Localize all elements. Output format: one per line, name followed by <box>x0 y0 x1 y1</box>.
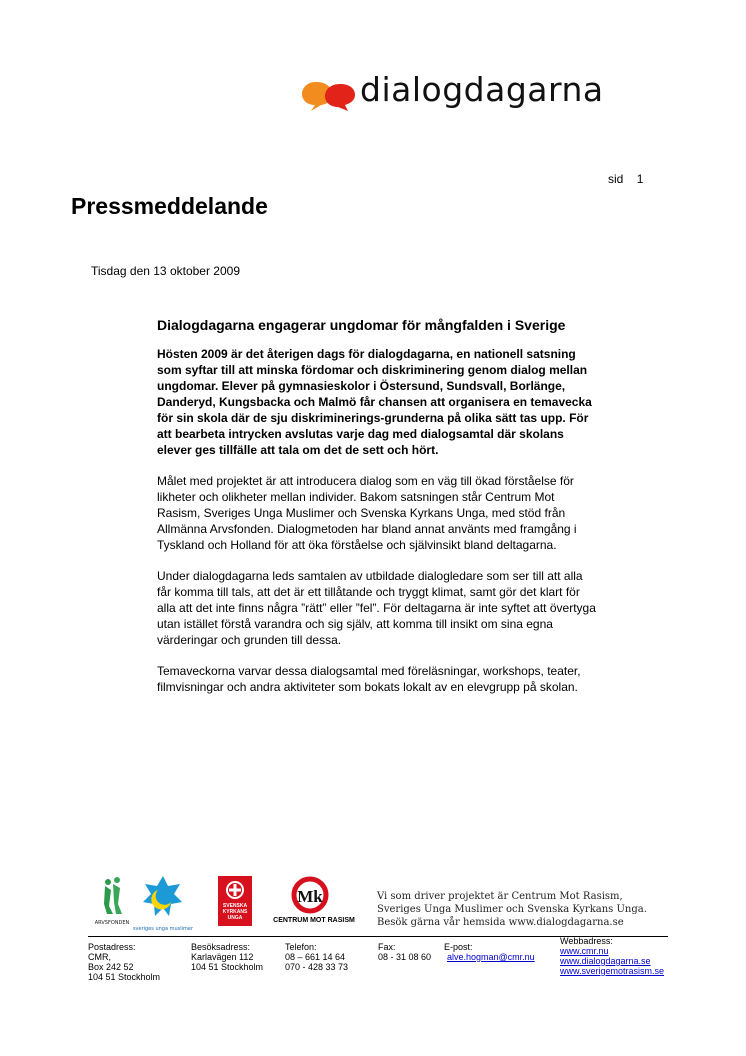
web-link[interactable]: www.dialogdagarna.se <box>560 956 651 966</box>
arvsfonden-logo <box>80 866 144 930</box>
footer-note: Vi som driver projektet är Centrum Mot Rasism, Sveriges Unga Muslimer och Svenska Kyrkans Unga. Besök gärna vår hemsida www.dialogdagarna.se <box>377 891 647 928</box>
email-link[interactable]: alve.hogman@cmr.nu <box>447 952 535 962</box>
article-paragraph: Under dialogdagarna leds samtalen av utbildade dialogledare som ser till att alla får komma till tals, att det är ett tillåtande och tryggt klimat, samt gör det klart för alla att det inte finns några ”rätt” eller ”fel”. För deltagarna är inte syftet att övertyga utan istället förstå varandra och sig själv, att komma till insikt om sina egna värderingar och grunden till dessa. <box>157 569 596 647</box>
web-addresses <box>560 936 664 976</box>
visit-address <box>191 942 263 972</box>
cross-icon <box>218 878 252 902</box>
cmr-text: CENTRUM MOT RASISM <box>273 917 355 924</box>
cmr-emblem-icon <box>290 876 330 914</box>
partner-logos <box>80 872 370 934</box>
article-paragraph: Temaveckorna varvar dessa dialogsamtal med föreläsningar, workshops, teater, filmvisningar och andra aktiviteter som bokats lokalt av en elevgrupp på skolan. <box>157 664 581 694</box>
web-label: Webbadress: <box>560 936 613 946</box>
phone <box>285 942 348 972</box>
article-paragraph: Målet med projektet är att introducera dialog som en väg till ökad förståelse för likheter och olikheter mellan individer. Bakom satsningen står Centrum Mot Rasism, Sveriges Unga Muslimer och Svenska Kyrkans Unga, med stöd från Allmänna Arvsfonden. Dialogmetoden har bland annat använts med framgång i Tyskland och Holland för att öka förståelse och självinsikt bland deltagarna. <box>157 474 577 552</box>
visit-line: Karlavägen 112 <box>191 952 254 962</box>
unga-muslimer-logo <box>132 872 194 934</box>
press-date: Tisdag den 13 oktober 2009 <box>91 264 240 278</box>
email-label: E-post: <box>444 942 473 952</box>
cmr-logo <box>264 876 364 930</box>
article-body <box>157 317 597 710</box>
postal-label: Postadress: <box>88 942 136 952</box>
phone-label: Telefon: <box>285 942 317 952</box>
arvsfonden-text: ARVSFONDEN <box>94 920 130 926</box>
kyrkans-unga-line: SVENSKA <box>222 903 248 909</box>
page-value: 1 <box>636 172 644 186</box>
article-lead: Hösten 2009 är det återigen dags för dialogdagarna, en nationell satsning som syftar till att minska fördomar och diskriminering genom dialog mellan ungdomar. Elever på gymnasieskolor i Östersund, Sundsvall, Borlänge, Danderyd, Kungsbacka och Malmö får chansen att organisera en temavecka för sin skola där de sju diskriminerings-grunderna på olika sätt tas upp. För att bearbeta intrycken avslutas varje dag med dialogsamtal där skolans elever ges tillfälle att tala om det de sett och hört. <box>157 347 592 457</box>
fax-label: Fax: <box>378 942 396 952</box>
postal-line: 104 51 Stockholm <box>88 972 161 982</box>
postal-line: CMR, <box>88 952 111 962</box>
phone-number: 070 - 428 33 73 <box>285 962 349 972</box>
fax-number: 08 - 31 08 60 <box>378 952 432 962</box>
page-number <box>608 172 643 186</box>
web-link[interactable]: www.sverigemotrasism.se <box>560 966 665 976</box>
visit-label: Besöksadress: <box>191 942 251 952</box>
dialogdagarna-logo <box>302 70 662 116</box>
postal-address <box>88 942 160 982</box>
web-link[interactable]: www.cmr.nu <box>560 946 609 956</box>
kyrkans-unga-line: KYRKANS <box>222 909 248 915</box>
phone-number: 08 – 661 14 64 <box>285 952 346 962</box>
visit-line: 104 51 Stockholm <box>191 962 264 972</box>
svg-text:Mk: Mk <box>297 887 323 906</box>
kyrkans-unga-line: UNGA <box>227 915 243 921</box>
page-label: sid <box>608 172 624 186</box>
logo-wordmark: dialogdagarna <box>360 70 604 109</box>
email <box>444 942 535 962</box>
postal-line: Box 242 52 <box>88 962 134 972</box>
speech-bubbles-icon <box>302 80 358 112</box>
article-headline: Dialogdagarna engagerar ungdomar för mångfalden i Sverige <box>157 317 566 333</box>
fax <box>378 942 431 962</box>
kyrkans-unga-logo <box>218 876 252 926</box>
unga-muslimer-text: sveriges unga muslimer <box>132 926 194 932</box>
page-title: Pressmeddelande <box>71 193 268 219</box>
